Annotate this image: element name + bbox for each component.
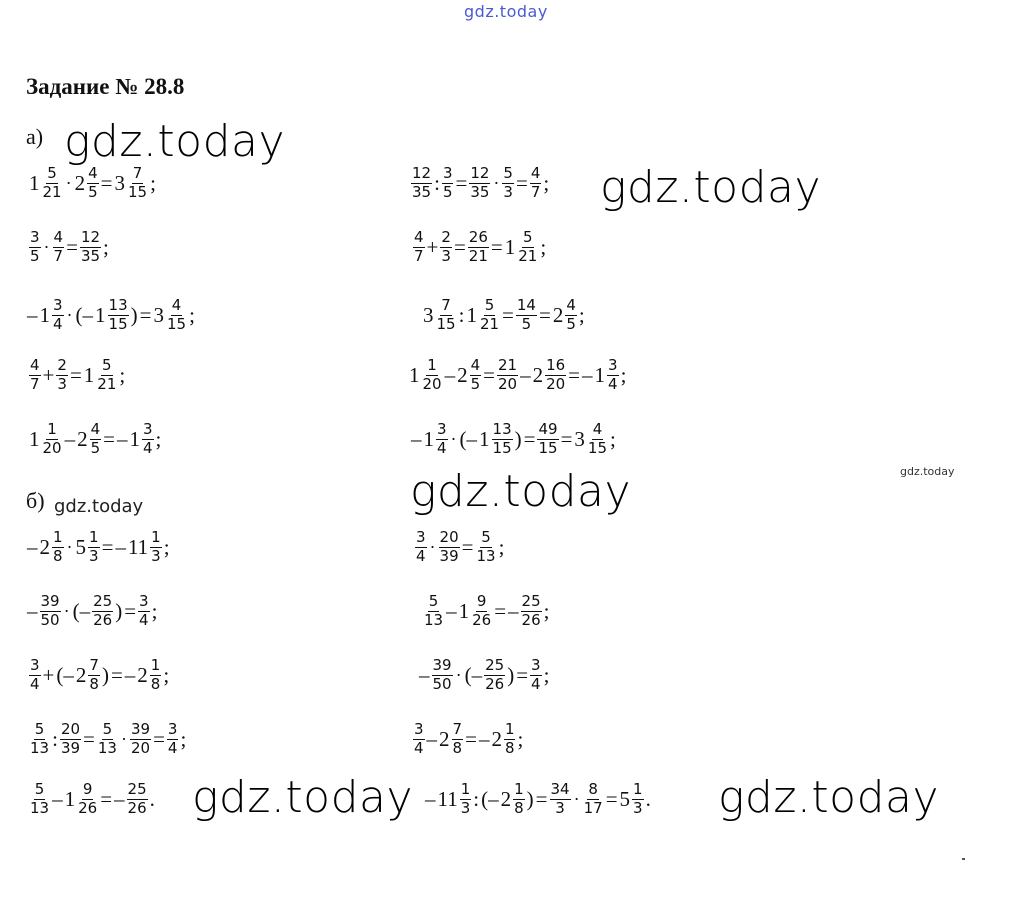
watermark-right-1: gdz.today <box>600 162 822 213</box>
equation-a6: $\frac{12}{35}$ : $\frac{3}{5}$ = $\frac{12}{35}$ · $\frac{5}{3}$ = $\frac{4}{7}$ ; <box>412 164 550 201</box>
watermark-mid: gdz.today <box>410 466 632 517</box>
section-a-label: а) <box>26 124 44 149</box>
equation-b7: $\frac{5}{13}$ – 1 $\frac{9}{26}$ = – $\frac{25}{26}$ ; <box>424 592 550 629</box>
watermark-top: gdz.today <box>464 2 548 21</box>
watermark-bottom-left: gdz.today <box>192 772 414 823</box>
equation-b4: $\frac{5}{13}$ : $\frac{20}{39}$ = $\frac{5}{13}$ · $\frac{39}{20}$ = $\frac{3}{4}$ ; <box>30 720 187 757</box>
equation-b1: – 2 $\frac{1}{8}$ · 5 $\frac{1}{3}$ = – 11 $\frac{1}{3}$ ; <box>27 528 170 565</box>
section-b-label: б) <box>26 488 45 513</box>
equation-a5: 1 $\frac{1}{20}$ – 2 $\frac{4}{5}$ = – 1 $\frac{3}{4}$ ; <box>29 420 162 457</box>
equation-a7: $\frac{4}{7}$ + $\frac{2}{3}$ = $\frac{26}{21}$ = 1 $\frac{5}{21}$ ; <box>414 228 547 265</box>
equation-b8: – $\frac{39}{50}$ · (– $\frac{25}{26}$ ) = $\frac{3}{4}$ ; <box>419 656 550 693</box>
stray-mark <box>962 858 965 860</box>
equation-a10: – 1 $\frac{3}{4}$ · (– 1 $\frac{13}{15}$ ) = $\frac{49}{15}$ = 3 $\frac{4}{15}$ ; <box>411 420 616 457</box>
equation-b2: – $\frac{39}{50}$ · (– $\frac{25}{26}$ ) = $\frac{3}{4}$ ; <box>27 592 158 629</box>
watermark-b-line: gdz.today <box>54 496 144 517</box>
equation-a1: 1 $\frac{5}{21}$ · 2 $\frac{4}{5}$ = 3 $\frac{7}{15}$ ; <box>29 164 156 201</box>
watermark-bottom-right: gdz.today <box>718 772 940 823</box>
equation-b9: $\frac{3}{4}$ – 2 $\frac{7}{8}$ = – 2 $\frac{1}{8}$ ; <box>414 720 524 757</box>
watermark-small-right: gdz.today <box>900 465 955 478</box>
equation-a8: 3 $\frac{7}{15}$ : 1 $\frac{5}{21}$ = $\frac{14}{5}$ = 2 $\frac{4}{5}$ ; <box>423 296 585 333</box>
equation-b5: $\frac{5}{13}$ – 1 $\frac{9}{26}$ = – $\frac{25}{26}$ . <box>30 780 155 817</box>
equation-b6: $\frac{3}{4}$ · $\frac{20}{39}$ = $\frac{5}{13}$ ; <box>416 528 505 565</box>
equation-b3: $\frac{3}{4}$ + (– 2 $\frac{7}{8}$ ) = – 2 $\frac{1}{8}$ ; <box>30 656 170 693</box>
equation-a2: $\frac{3}{5}$ · $\frac{4}{7}$ = $\frac{12}{35}$ ; <box>30 228 109 265</box>
task-title: Задание № 28.8 <box>26 74 185 99</box>
equation-a3: – 1 $\frac{3}{4}$ · (– 1 $\frac{13}{15}$ ) = 3 $\frac{4}{15}$ ; <box>27 296 195 333</box>
equation-b10: – 11 $\frac{1}{3}$ : (– 2 $\frac{1}{8}$ ) = $\frac{34}{3}$ · $\frac{8}{17}$ = 5 $\frac{1}{3}$ . <box>425 780 651 817</box>
equation-a9: 1 $\frac{1}{20}$ – 2 $\frac{4}{5}$ = $\frac{21}{20}$ – 2 $\frac{16}{20}$ = – 1 $\frac{3}{4}$ ; <box>409 356 627 393</box>
equation-a4: $\frac{4}{7}$ + $\frac{2}{3}$ = 1 $\frac{5}{21}$ ; <box>30 356 126 393</box>
watermark-a-line: gdz.today <box>64 116 286 167</box>
